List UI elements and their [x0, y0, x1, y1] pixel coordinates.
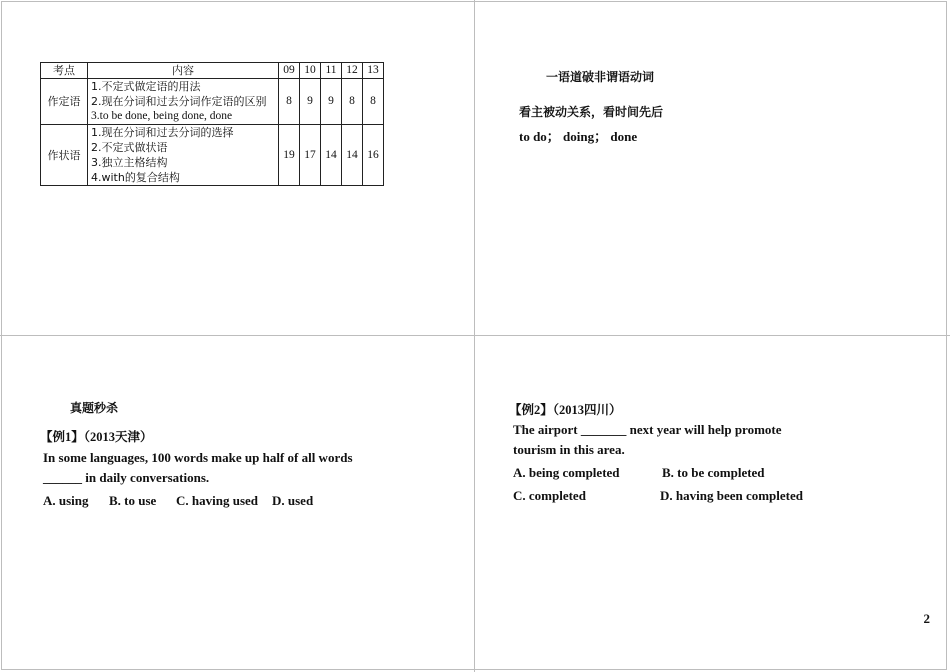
- example1-label: 【例1】（2013天津）: [40, 430, 153, 444]
- count-cell: 14: [321, 125, 342, 186]
- example1-option: D. used: [272, 493, 314, 508]
- slide2-line1: 看主被动关系，看时间先后: [519, 105, 664, 119]
- content-line: 3.to be done, being done, done: [91, 110, 233, 122]
- header-content: 内容: [88, 63, 279, 79]
- vertical-divider: [474, 0, 475, 672]
- count-cell: 19: [279, 125, 300, 186]
- count-cell: 9: [321, 79, 342, 125]
- row-content: [88, 125, 279, 186]
- example1-question-line: ______ in daily conversations.: [43, 470, 210, 485]
- example1-option: C. having used: [176, 493, 258, 508]
- header-year: 13: [363, 63, 384, 79]
- header-year: 12: [342, 63, 363, 79]
- example2-option: D. having been completed: [660, 488, 803, 503]
- row-topic: 作定语: [41, 79, 88, 125]
- row-content: [88, 79, 279, 125]
- example2-question-line: The airport _______ next year will help promote: [513, 422, 782, 437]
- table-row: [41, 125, 384, 186]
- count-cell: 17: [300, 125, 321, 186]
- count-cell: 8: [363, 79, 384, 125]
- count-cell: 16: [363, 125, 384, 186]
- count-cell: 9: [300, 79, 321, 125]
- page-number: 2: [923, 611, 930, 626]
- content-line: 4.with的复合结构: [91, 171, 180, 184]
- slide2-title: 一语道破非谓语动词: [546, 70, 655, 84]
- example2-option: B. to be completed: [662, 465, 765, 480]
- count-cell: 8: [279, 79, 300, 125]
- row-topic: 作状语: [41, 125, 88, 186]
- header-topic: 考点: [41, 63, 88, 79]
- horizontal-divider: [0, 335, 950, 336]
- content-line: 1.现在分词和过去分词的选择: [91, 126, 234, 139]
- example2-label: 【例2】（2013四川）: [509, 403, 622, 417]
- header-year: 10: [300, 63, 321, 79]
- content-line: 2.不定式做状语: [91, 141, 168, 154]
- content-line: 2.现在分词和过去分词作定语的区别: [91, 95, 267, 108]
- count-cell: 14: [342, 125, 363, 186]
- table-header-row: [41, 63, 384, 79]
- example2-option: A. being completed: [513, 465, 620, 480]
- example2-question-line: tourism in this area.: [513, 442, 625, 457]
- example1-option: B. to use: [109, 493, 157, 508]
- header-year: 11: [321, 63, 342, 79]
- example1-option: A. using: [43, 493, 89, 508]
- content-line: 3.独立主格结构: [91, 156, 168, 169]
- content-line: 1.不定式做定语的用法: [91, 80, 201, 93]
- slide2-line2: to do； doing； done: [519, 129, 638, 144]
- count-cell: 8: [342, 79, 363, 125]
- header-year: 09: [279, 63, 300, 79]
- table-row: [41, 79, 384, 125]
- example2-option: C. completed: [513, 488, 586, 503]
- knowledge-table: [40, 62, 384, 186]
- example1-question-line: In some languages, 100 words make up half of all words: [43, 450, 353, 465]
- slide3-heading: 真题秒杀: [70, 401, 119, 415]
